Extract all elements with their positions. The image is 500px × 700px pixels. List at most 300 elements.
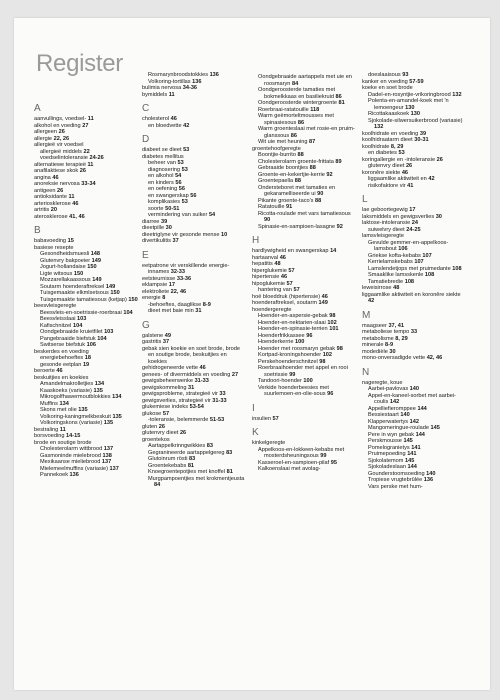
entry-text: -toleransie, belemmerde	[148, 417, 210, 423]
entry-page-number: 86	[297, 119, 305, 126]
entry-text: gluten	[142, 423, 159, 430]
entry-text: glutenvry dieet	[368, 163, 406, 169]
entry-text: Groente-en-kekertjie-kerrie	[258, 171, 327, 178]
entry-page-number: 102	[322, 352, 333, 358]
entry-page-number: 50-51	[165, 205, 180, 212]
entry-page-number: 83	[206, 443, 213, 449]
index-subentry	[252, 447, 357, 460]
entry-text: Dadel-en-rosyntjie-vrikoringbrood	[368, 91, 453, 98]
page-title: Register	[36, 50, 123, 77]
entry-text: aanvullings, voedsel-	[34, 116, 88, 122]
entry-page-number: 88	[297, 152, 304, 158]
entry-text: hipoglukemie	[252, 280, 287, 287]
entry-text: hardlywigheid en swangerskap	[252, 248, 331, 254]
entry-text: Oondgeroosterde wintergroente	[258, 100, 339, 106]
entry-page-number: 130	[410, 111, 420, 117]
entry-text: Gegranineerde aartappelgereg	[148, 449, 227, 456]
entry-text: hoenderaftreksel, soutarm	[252, 300, 319, 306]
index-subentry	[252, 185, 357, 198]
index-entry	[142, 263, 247, 276]
entry-text: koolhidrate en voeding	[362, 130, 420, 137]
entry-page-number: 54	[175, 173, 182, 179]
entry-text: liggaamlike aktiwiteit en	[368, 176, 429, 182]
entry-text: groentehoofgeregte	[252, 145, 301, 152]
entry-text: beskuitjies en koekies	[34, 374, 89, 381]
index-letter-heading: H	[252, 235, 260, 246]
entry-text: Skons met olie	[40, 407, 79, 413]
entry-page-number: 30	[389, 348, 396, 355]
entry-page-number: 134	[94, 381, 105, 387]
entry-page-number: 46	[170, 116, 177, 122]
entry-page-number: 26	[436, 156, 443, 163]
index-subentry	[142, 123, 247, 130]
entry-text: Volkoringskons (variasie)	[40, 420, 104, 426]
entry-page-number: 93	[402, 72, 409, 78]
entry-text: glutenvry dieet	[142, 430, 180, 436]
entry-text: mono-onversadigde vette	[362, 355, 427, 361]
entry-page-number: 86	[290, 132, 297, 139]
entry-page-number: 27	[82, 122, 89, 129]
entry-text: Pruimepoeding	[368, 451, 408, 457]
entry-page-number: 145	[430, 425, 440, 431]
entry-text: Pikante groente-taco's	[258, 197, 316, 204]
entry-text: suiwelvry dieet	[368, 226, 407, 233]
entry-text: beesvleisgeregte	[34, 303, 77, 309]
entry-page-number: 108	[424, 272, 435, 278]
entry-page-number: 98	[329, 313, 336, 319]
entry-text: arteriosklerose	[34, 200, 73, 207]
entry-page-number: 57-59	[409, 78, 424, 85]
entry-text: hepatitis	[252, 261, 275, 267]
entry-page-number: 8	[162, 295, 166, 301]
index-subentry	[34, 472, 139, 479]
entry-text: Gounderstoomsoeding	[368, 470, 427, 477]
entry-page-number: 149	[318, 300, 328, 306]
entry-page-number: 24	[411, 220, 418, 226]
entry-text: Warm geëmorteltmousses met spinasiesous	[258, 113, 334, 126]
entry-text: beroerte	[34, 368, 57, 374]
index-letter-heading: K	[252, 427, 259, 438]
entry-text: Griekse kofta-kebabs	[368, 252, 423, 259]
entry-page-number: 53	[181, 199, 188, 205]
entry-text: Pere in wyn gebak	[368, 431, 416, 438]
entry-page-number: 140	[426, 470, 436, 477]
entry-page-number: 49	[164, 332, 171, 339]
entry-text: hantering van	[258, 287, 294, 293]
entry-page-number: 42	[183, 122, 190, 129]
entry-text: voedselintoleransie	[40, 155, 90, 161]
entry-page-number: 108	[452, 265, 462, 272]
entry-text: allergeen	[34, 129, 59, 135]
entry-page-number: 84	[154, 482, 161, 488]
entry-text: Perskmousse	[368, 438, 404, 444]
index-letter-heading: L	[362, 194, 368, 205]
entry-page-number: 134	[112, 394, 122, 400]
entry-text: bulimia nervosa	[142, 85, 183, 91]
entry-text: Mangomeringue-roulade	[368, 425, 431, 431]
entry-page-number: 107	[414, 259, 424, 265]
entry-page-number: 99	[320, 453, 327, 459]
entry-page-number: 53-54	[189, 404, 204, 410]
entry-text: bymiddels	[142, 91, 169, 98]
entry-page-number: 46	[72, 200, 79, 207]
entry-page-number: 103	[77, 316, 87, 322]
entry-text: Spinasie-en-sampioen-lasagne	[258, 223, 337, 230]
entry-page-number: 91	[286, 204, 293, 210]
entry-text: antigeen	[34, 187, 58, 194]
entry-page-number: 31	[188, 384, 195, 391]
index-subentry	[362, 98, 467, 111]
entry-text: Ricottakaaskoek	[368, 111, 411, 117]
entry-text: Knoegroentepotjies met knoffel	[148, 469, 227, 475]
entry-page-number: 33	[410, 329, 418, 335]
entry-page-number: 26	[179, 430, 187, 436]
entry-text: antioksidante	[34, 194, 69, 200]
entry-page-number: 96	[327, 391, 334, 397]
entry-text: Beesvleisslaai	[40, 316, 77, 322]
entry-page-number: 144	[417, 405, 427, 412]
entry-page-number: 15	[67, 238, 74, 244]
index-entry	[252, 416, 357, 423]
entry-text: Oondgebraaide aartappels met uie en roosmaryn	[258, 74, 352, 87]
entry-text: koronêre siekte	[362, 169, 402, 176]
entry-page-number: 8, 29	[395, 335, 408, 342]
entry-text: Soutarm hoenderaftreksel	[40, 283, 106, 290]
entry-text: nageregte, koue	[362, 379, 403, 386]
entry-text: Muffins	[40, 400, 60, 407]
entry-page-number: 87	[309, 139, 316, 145]
entry-page-number: 88	[315, 197, 322, 204]
entry-text: vermindering van suiker	[148, 212, 209, 218]
entry-page-number: 31	[195, 308, 202, 314]
entry-page-number: 42	[428, 176, 435, 182]
entry-text: Cholesterolarm wittbrood	[40, 446, 104, 452]
entry-page-number: 137	[101, 459, 112, 465]
entry-page-number: 30	[435, 213, 442, 220]
entry-text: Kerrielamskebabs	[368, 259, 415, 265]
entry-page-number: 33-36	[176, 275, 192, 282]
entry-page-number: 46	[321, 293, 328, 300]
entry-page-number: 31-33	[194, 378, 209, 384]
entry-text: Aarbei-pavlovas	[368, 386, 410, 392]
entry-text: Boontjie-burrito	[258, 152, 298, 158]
index-subentry	[252, 126, 357, 139]
entry-page-number: 150	[128, 296, 138, 303]
entry-page-number: 8-9	[385, 342, 394, 348]
index-subentry	[252, 466, 357, 473]
index-letter-heading: A	[34, 103, 41, 114]
entry-page-number: 150	[87, 264, 97, 270]
entry-text: Groentekebabs	[148, 462, 188, 469]
index-column-1	[34, 98, 139, 479]
entry-text: Appelliefieromppee	[368, 405, 418, 412]
entry-text: angina	[34, 174, 53, 181]
entry-text: en kinders	[148, 179, 176, 186]
entry-page-number: 90	[317, 191, 324, 197]
entry-text: risikofaktore vir	[368, 182, 408, 189]
entry-page-number: 95	[330, 459, 337, 466]
entry-page-number: 26	[405, 163, 413, 169]
entry-page-number: 22, 26	[53, 135, 70, 142]
entry-text: Volkoring-kaningmelkbeskuit	[40, 413, 113, 420]
entry-page-number: 137	[103, 446, 114, 452]
entry-page-number: 103	[104, 329, 114, 335]
entry-page-number: 57	[272, 415, 279, 422]
entry-page-number: 136	[209, 72, 219, 78]
entry-text: Hoender met roosmaryn gebak	[258, 345, 337, 352]
entry-page-number: 56	[190, 192, 197, 199]
entry-page-number: 30	[165, 225, 172, 231]
entry-page-number: 39	[419, 130, 427, 137]
entry-text: Hoenderfrikkassee	[258, 332, 307, 339]
entry-text: Kafischnitzel	[40, 322, 73, 329]
entry-page-number: 53	[398, 150, 405, 156]
entry-page-number: 130	[405, 104, 415, 111]
entry-text: divertikulitis	[142, 238, 173, 244]
entry-page-number: 134	[59, 400, 69, 407]
entry-page-number: 136	[192, 78, 202, 85]
entry-text: Ratatouille	[258, 204, 286, 210]
index-letter-heading: N	[362, 366, 370, 378]
entry-text: babavoeding	[34, 238, 68, 244]
entry-text: beheer van	[148, 160, 178, 166]
entry-text: energie	[142, 295, 163, 301]
entry-page-number: 140	[400, 412, 410, 418]
entry-page-number: 88	[309, 165, 316, 171]
entry-page-number: 136	[69, 472, 79, 478]
entry-text: gebak sien koekie en soet brode, brode en soutige brode, beskuitjies en koekies	[142, 345, 240, 365]
entry-text: bestraling	[34, 426, 60, 433]
index-subentry	[142, 476, 247, 489]
entry-text: Tropiese vrugtebrûlée	[368, 477, 424, 483]
entry-page-number: 20	[50, 207, 58, 213]
index-subentry	[362, 484, 467, 491]
entry-page-number: 149	[92, 277, 102, 283]
entry-text: aterosklerose	[34, 213, 70, 220]
entry-page-number: 98	[336, 345, 343, 352]
entry-text: en oefening	[148, 186, 179, 192]
entry-text: beskerdes en voeding	[34, 348, 89, 355]
entry-page-number: 145	[403, 438, 413, 444]
entry-text: lamsvleisgeregte	[362, 233, 404, 239]
entry-page-number: 132	[452, 91, 462, 98]
entry-text: Switserse biefstuk	[40, 342, 87, 348]
entry-text: Tandoori-hoender	[258, 378, 304, 384]
entry-text: Gasmoninde mielebrood	[40, 452, 103, 459]
entry-page-number: 27	[231, 371, 239, 378]
index-subentry	[362, 118, 467, 131]
entry-page-number: 37, 41	[388, 322, 404, 329]
entry-text: Hoender-en-aspersie-gebak	[258, 313, 330, 319]
entry-page-number: 142	[389, 399, 400, 405]
index-entry	[142, 92, 247, 99]
entry-text: Lamslendetjops met pruimedante	[368, 265, 453, 272]
entry-text: allergieë middels	[40, 148, 84, 155]
entry-page-number: 141	[411, 444, 421, 451]
entry-text: gewigsprobleme, strategieë vir	[142, 391, 220, 397]
entry-text: eetsteurnisse	[142, 275, 177, 282]
entry-page-number: 46	[56, 368, 63, 374]
entry-page-number: 41, 46	[69, 213, 85, 220]
entry-text: glukose	[142, 410, 163, 417]
entry-text: insulien	[252, 415, 273, 422]
entry-page-number: 57	[286, 280, 293, 287]
entry-text: en diabetes	[368, 150, 399, 156]
entry-page-number: 138	[102, 452, 112, 459]
entry-page-number: 17	[168, 282, 175, 288]
entry-page-number: 100	[303, 378, 313, 384]
entry-text: Sjokolatemom	[368, 457, 405, 464]
entry-text: allergieë vir voedsel	[34, 142, 84, 148]
entry-page-number: 11	[168, 91, 175, 98]
entry-page-number: 53	[183, 147, 190, 153]
entry-page-number: 104	[72, 322, 83, 329]
entry-text: Kortpad-kroningshoender	[258, 352, 323, 358]
entry-text: allergie	[34, 135, 54, 142]
entry-text: anafilaktiese skok	[34, 168, 80, 174]
entry-page-number: 141	[407, 451, 417, 457]
entry-page-number: 8, 29	[390, 143, 404, 150]
entry-text: Polenta-en-amandel-koek met 'n lemoengeur	[368, 98, 449, 111]
entry-page-number: 136	[423, 477, 434, 483]
entry-text: diabeet se dieet	[142, 147, 184, 153]
entry-page-number: 34-36	[182, 85, 198, 91]
entry-page-number: 145	[405, 457, 415, 464]
entry-page-number: 107	[422, 252, 432, 259]
index-entry	[34, 214, 139, 221]
entry-text: energiebehoeftes	[40, 355, 85, 361]
entry-text: koeke en soet brode	[362, 85, 413, 91]
entry-page-number: 26	[57, 187, 64, 194]
entry-text: koolhidraatarm dieet	[362, 137, 415, 143]
entry-text: Tuisgemaakte elkmlsetsous	[40, 290, 111, 296]
entry-text: diagnosering	[148, 166, 182, 173]
entry-text: -behoeftes, daaglikse	[148, 301, 203, 308]
entry-text: maagseer	[362, 322, 389, 329]
entry-page-number: 144	[415, 431, 425, 438]
entry-text: eklampsie	[142, 282, 169, 288]
entry-text: Glutoinrum rösti	[148, 456, 190, 462]
entry-page-number: 33	[219, 391, 226, 397]
entry-text: Rosmarynbroodstokkies	[148, 72, 210, 78]
entry-text: Cholesterolarm groente-frittata	[258, 158, 336, 165]
entry-page-number: 57	[288, 267, 295, 274]
entry-text: Bessiestaart	[368, 412, 401, 418]
entry-text: liggaamlike aktiwiteit en koronêre siekte	[362, 291, 461, 298]
entry-text: metaboliese tempo	[362, 329, 411, 335]
entry-text: artritis	[34, 207, 51, 213]
entry-page-number: 150	[73, 270, 84, 277]
entry-text: anoreksie nervosa	[34, 181, 82, 187]
entry-text: gastritis	[142, 339, 163, 345]
index-letter-heading: E	[142, 249, 149, 261]
entry-text: laksmiddels en gewigsverlies	[362, 213, 436, 220]
entry-text: en alkohol	[148, 173, 176, 179]
entry-page-number: 22, 46	[170, 288, 187, 295]
entry-text: genees- of divermiddels en voeding	[142, 371, 232, 378]
entry-page-number: 48	[393, 285, 400, 291]
entry-text: alternatiewe terapieë	[34, 161, 88, 168]
entry-text: Pomelogranietys	[368, 444, 412, 451]
entry-page-number: 54	[208, 212, 216, 218]
entry-text: lae geboortegewig	[362, 207, 410, 213]
entry-page-number: 37	[162, 339, 170, 345]
entry-text: Appel-en-kaneel-sorbet met aarbei-coulis	[368, 392, 456, 405]
entry-text: hipertensie	[252, 274, 281, 280]
entry-text: Ricotta-roulade met vars tamatiesous	[258, 210, 351, 217]
entry-page-number: 104	[97, 335, 107, 342]
entry-text: gewigsbeheerwenke	[142, 378, 195, 384]
entry-text: dieet met baie min	[148, 308, 196, 314]
entry-page-number: 148	[90, 251, 101, 257]
entry-page-number: 14-15	[66, 433, 81, 439]
entry-text: hoendergeregte	[252, 306, 292, 313]
entry-page-number: 19	[82, 361, 90, 368]
entry-text: en swangerskap	[148, 192, 191, 199]
index-entry	[142, 238, 247, 245]
index-subentry	[252, 74, 357, 87]
entry-text: laktose-intoleransie	[362, 220, 412, 226]
entry-page-number: 57	[162, 410, 170, 417]
entry-page-number: 81	[338, 100, 345, 106]
entry-text: Mexikaanse mieliebrood	[40, 459, 102, 465]
entry-page-number: 57	[293, 287, 300, 293]
entry-text: Ondersteboret met tamaties en gekaramelliseerde ui	[258, 184, 336, 197]
entry-page-number: 46	[199, 365, 206, 371]
entry-text: Roerbraaihoender met appel en rooi soetrissie	[258, 365, 348, 378]
entry-text: Roerbraai-ratatouille	[258, 106, 311, 113]
entry-text: Kalkoenslaai met avolag-	[258, 466, 321, 472]
entry-text: Oondgeroosterde tamaties met bokmelkkaas en basiliekruid	[258, 87, 336, 100]
entry-text: glukemiese indeks	[142, 404, 190, 410]
entry-page-number: 104	[123, 309, 133, 316]
entry-text: dieetpille	[142, 225, 166, 231]
entry-text: gesonde eetplan	[40, 361, 83, 368]
entry-page-number: 11	[87, 116, 94, 122]
index-subentry	[252, 365, 357, 378]
entry-text: alkohol en voeding	[34, 122, 83, 129]
entry-text: Gebraaide boontjies	[258, 165, 310, 171]
entry-text: hartaanval	[252, 254, 280, 261]
entry-page-number: 92	[336, 223, 343, 230]
entry-text: metabolisme	[362, 335, 396, 342]
entry-page-number: 99	[289, 371, 296, 378]
index-entry	[362, 355, 467, 362]
entry-text: hiperglukemie	[252, 267, 289, 274]
entry-page-number: 26	[158, 423, 166, 430]
entry-page-number: 92	[326, 171, 333, 178]
entry-text: soorte	[148, 205, 166, 212]
entry-page-number: 53	[177, 160, 184, 166]
index-subentry	[252, 385, 357, 398]
entry-text: Verkide hoenderbeesies met suurlemoen-en-olie-sous	[258, 384, 329, 397]
entry-text: koolhidrate	[362, 143, 391, 150]
entry-page-number: 46	[52, 174, 59, 181]
entry-text: galstene	[142, 332, 165, 339]
entry-text: Volkoring-tortillas	[148, 78, 193, 85]
entry-text: Pangebraaide biefstuk	[40, 335, 98, 342]
entry-page-number: 96	[306, 332, 313, 339]
entry-text: eetpatrone vir verskillende energie-innames	[142, 262, 230, 275]
entry-text: diabetes mellitus	[142, 153, 184, 160]
entry-page-number: 81	[226, 469, 233, 475]
entry-page-number: 24-25	[406, 226, 421, 233]
book-page	[14, 18, 490, 690]
entry-page-number: 149	[105, 283, 116, 290]
entry-text: diarree	[142, 218, 161, 225]
entry-page-number: 106	[398, 246, 408, 252]
entry-page-number: 150	[110, 290, 120, 296]
